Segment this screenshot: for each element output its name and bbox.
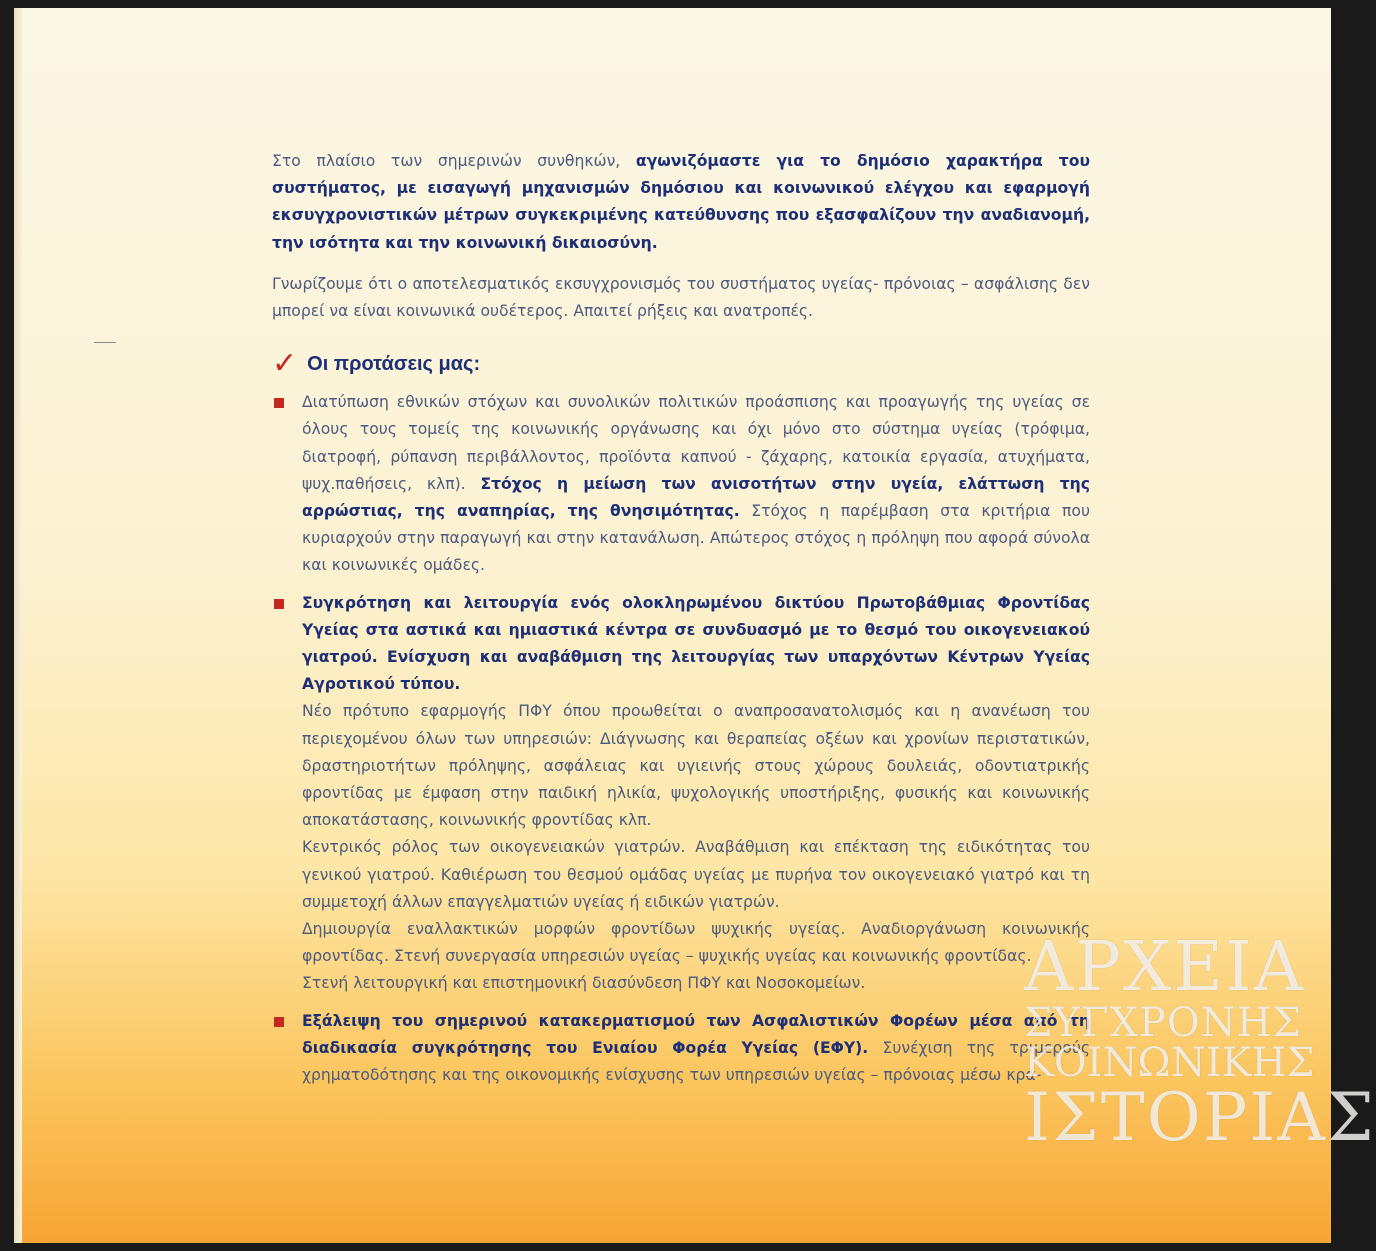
watermark-line-1: ΑΡΧΕΙΑ [1024,928,1305,1007]
document-page [14,8,1376,1243]
intro-paragraph-1: Στο πλαίσιο των σημερινών συνθηκών, αγωνιζόμαστε για το δημόσιο χαρακτήρα του συστήματος, με εισαγωγή μηχανισμών δημόσιου και κοινωνικού ελέγχου και εφαρμογή εκσυγχρονιστικών μέτρων συγκεκριμένης κατεύθυνσης που εξασφαλίζουν την αναδιανομή, την ισότητα και την κοινωνική δικαιοσύνη. [272,152,1090,252]
intro-emphasis: αγωνιζόμαστε για το δημόσιο χαρακτήρα του συστήματος, με εισαγωγή μηχανισμών δημόσιου και κοινωνικού ελέγχου και εφαρμογή εκσυγχρονιστικών μέτρων συγκεκριμένης κατεύθυνσης που εξασφαλίζουν την αναδιανομή, την ισότητα και την κοινωνική δικαιοσύνη. [272,152,1090,252]
archive-watermark [1024,928,1376,1156]
watermark-line-4: ΙΣΤΟΡΙΑΣ [1024,1079,1376,1156]
list-item-3 [272,1008,1090,1090]
check-icon: ✓ [272,346,298,382]
watermark-line-2: ΣΥΓΧΡΟΝΗΣ [1024,1000,1302,1046]
square-bullet-icon [274,1017,284,1027]
scan-mark [94,342,116,343]
list-item-2-paragraph-3: Δημιουργία εναλλακτικών μορφών φροντίδων ψυχικής υγείας. Αναδιοργάνωση κοινωνικής φροντίδας. Στενή συνεργασία υπηρεσιών υγείας – ψυχικής υγείας και κοινωνικής φροντίδας. [302,920,1090,966]
square-bullet-icon [274,599,284,609]
list-item-2-paragraph-4: Στενή λειτουργική και επιστημονική διασύνδεση ΠΦΥ και Νοσοκομείων. [302,974,866,993]
list-item-2-paragraph-2: Κεντρικός ρόλος των οικογενειακών γιατρών. Αναβάθμιση και επέκταση της ειδικότητας του γενικού γιατρού. Καθιέρωση του θεσμού ομάδας υγείας με πυρήνα τον οικογενειακό γιατρό και τη συμμετοχή άλλων επαγγελματιών υγείας ή ειδικών γιατρών. [302,838,1090,911]
proposals-heading-text: Οι προτάσεις μας: [307,352,481,375]
square-bullet-icon [274,398,284,408]
list-item-2-paragraph-1: Νέο πρότυπο εφαρμογής ΠΦΥ όπου προωθείται ο αναπροσανατολισμός και η ανανέωση του περιεχομένου όλων των υπηρεσιών: Διάγνωσης και θεραπείας οξέων και χρονίων περιστατικών, δραστηριοτήτων πρόληψης, ασφάλειας και υγιεινής στους χώρους δουλειάς, οδοντιατρικής φροντίδας με έμφαση στην παιδική ηλικία, ψυχολογικής υποστήριξης, φυσικής και κοινωνικής αποκατάστασης, κοινωνικής φροντίδας κλπ. [302,702,1090,830]
intro-paragraph-2: Γνωρίζουμε ότι ο αποτελεσματικός εκσυγχρονισμός του συστήματος υγείας- πρόνοιας – ασφάλισης δεν μπορεί να είναι κοινωνικά ουδέτερος. Απαιτεί ρήξεις και ανατροπές. [272,274,1090,321]
proposals-heading [272,346,1090,382]
watermark-line-3: ΚΟΙΝΩΝΙΚΗΣ [1024,1040,1315,1086]
document-body [272,148,1090,1099]
list-item-2 [272,590,1090,998]
list-item-1 [272,389,1090,579]
list-item-2-heading: Συγκρότηση και λειτουργία ενός ολοκληρωμένου δικτύου Πρωτοβάθμιας Φροντίδας Υγείας στα αστικά και ημιαστικά κέντρα σε συνδυασμό με το θεσμό του οικογενειακού γιατρού. Ενίσχυση και αναβάθμιση της λειτουργίας των υπαρχόντων Κέντρων Υγείας Αγροτικού τύπου. [302,593,1090,694]
page-spine [14,8,22,1243]
list-item-3-text: Εξάλειψη του σημερινού κατακερματισμού των Ασφαλιστικών Φορέων μέσα από τη διαδικασία συγκρότησης του Ενιαίου Φορέα Υγείας (ΕΦΥ). Συνέχιση της τριμερούς χρηματοδότησης και της οικονομικής ενίσχυσης των υπηρεσιών υγείας – πρόνοιας μέσω κρα- [302,1011,1090,1085]
list-item-1-text: Διατύπωση εθνικών στόχων και συνολικών πολιτικών προάσπισης και προαγωγής της υγείας σε όλους τους τομείς της κοινωνικής οργάνωσης και όχι μόνο στο σύστημα υγείας (τρόφιμα, διατροφή, ρύπανση περιβάλλοντος, προϊόντα καπνού - ζάχαρης, κατοικία εργασία, ατυχήματα, ψυχ.παθήσεις, κλπ). Στόχος η μείωση των ανισοτήτων στην υγεία, ελάττωση της αρρώστιας, της αναπηρίας, της θνησιμότητας. Στόχος η παρέμβαση στα κριτήρια που κυριαρχούν στην παραγωγή και στην κατανάλωση. Απώτερος στόχος η πρόληψη που αφορά σύνολα και κοινωνικές ομάδες. [302,393,1091,575]
